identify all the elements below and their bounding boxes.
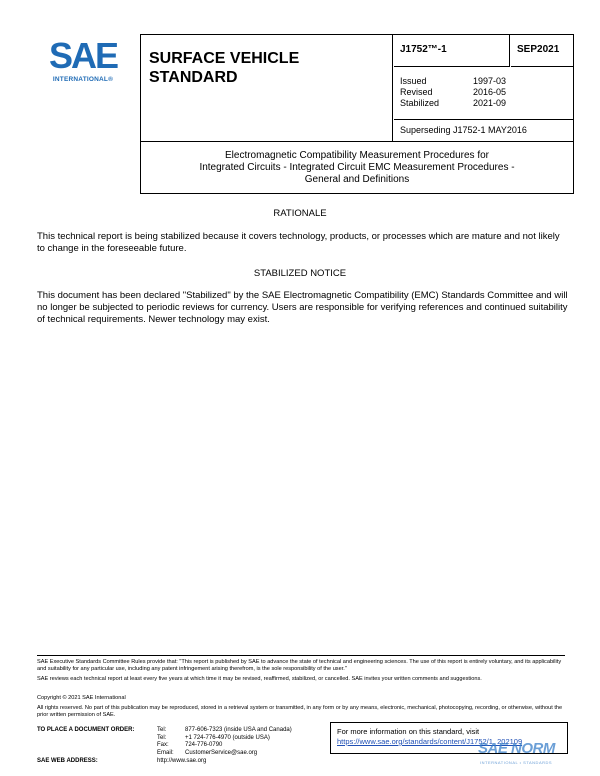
stabilized-notice-text: This document has been declared "Stabilized" by the SAE Electromagnetic Compatibility (EMC) Standards Committee and will no longer be subjected to periodic reviews for currency. Users are responsible for verifying references and continued suitability of technical requirements. Newer technology may exist. [37,290,568,325]
document-number: J1752™-1 [394,35,510,67]
order-label: TO PLACE A DOCUMENT ORDER: [37,727,135,733]
order-contacts [37,727,335,757]
contact-phone[interactable]: 877-606-7323 (inside USA and Canada) [185,727,292,733]
document-title [140,142,574,194]
standard-type [141,35,393,141]
more-info-text: For more information on this standard, visit [337,727,480,736]
date-row-issued: Issued 1997-03 [400,76,507,86]
document-title-line2: Integrated Circuits - Integrated Circuit EMC Measurement Procedures - [199,162,515,173]
standard-url-link[interactable]: https://www.sae.org/standards/content/J1752/1_202109 [337,737,523,746]
footer-rules-text: SAE Executive Standards Committee Rules provide that: "This report is published by SAE to advance the state of technical and engineering sciences. The use of this report is entirely voluntary, and its applicability and suitability for any particular use, including any patent infringement arising therefrom, is the sole responsibility of the user." [37,659,562,672]
contact-fax: 724-776-0790 [185,742,223,749]
footer-copyright: Copyright © 2021 SAE International [37,695,126,701]
web-address-label: SAE WEB ADDRESS: [37,758,98,764]
stabilized-notice-heading: STABILIZED NOTICE [253,268,347,279]
logo-subtext: INTERNATIONAL® [52,76,114,83]
document-header [140,34,574,142]
contact-row: TO PLACE A DOCUMENT ORDER: Tel: 877-606-7323 (inside USA and Canada) [37,727,335,735]
footer-divider [37,655,565,656]
contact-row: Email: CustomerService@sae.org [37,750,335,758]
watermark-main: SAE NORM [478,740,555,757]
contact-phone[interactable]: +1 724-776-4970 (outside USA) [185,734,270,741]
logo-letters: SAE [48,35,118,76]
document-title-line3: General and Definitions [304,174,410,185]
footer-review-text: SAE reviews each technical report at least every five years at which time it may be revised, reaffirmed, stabilized, or cancelled. SAE invites your written comments and suggestions. [37,676,482,682]
watermark [478,740,598,776]
document-date: SEP2021 [511,35,573,67]
document-title-line1: Electromagnetic Compatibility Measurement Procedures for [225,150,489,161]
date-row-revised: Revised 2016-05 [400,87,507,97]
footer-rights-text: All rights reserved. No part of this publication may be reproduced, stored in a retrieval system or transmitted, in any form or by any means, electronic, mechanical, photocopying, recording, or otherwise, without the prior written permission of SAE. [37,705,563,718]
watermark-sub: INTERNATIONAL • STANDARDS [480,760,553,765]
date-row-stabilized: Stabilized 2021-09 [400,98,507,108]
standard-type-line1: SURFACE VEHICLE [149,50,300,67]
superseding-note: Superseding J1752-1 MAY2016 [394,119,573,141]
web-address [37,758,206,764]
rationale-text: This technical report is being stabilized because it covers technology, products, or processes which are mature and not likely to change in the foreseeable future. [37,231,560,254]
web-address-link[interactable]: http://www.sae.org [157,758,207,764]
sae-logo [40,35,126,88]
document-dates [394,68,573,118]
standard-type-line2: STANDARD [149,69,238,86]
rationale-heading: RATIONALE [273,208,327,219]
contact-email-link[interactable]: CustomerService@sae.org [185,749,258,756]
contact-row: Fax: 724-776-0790 [37,742,335,750]
contact-row: Tel: +1 724-776-4970 (outside USA) [37,735,335,743]
